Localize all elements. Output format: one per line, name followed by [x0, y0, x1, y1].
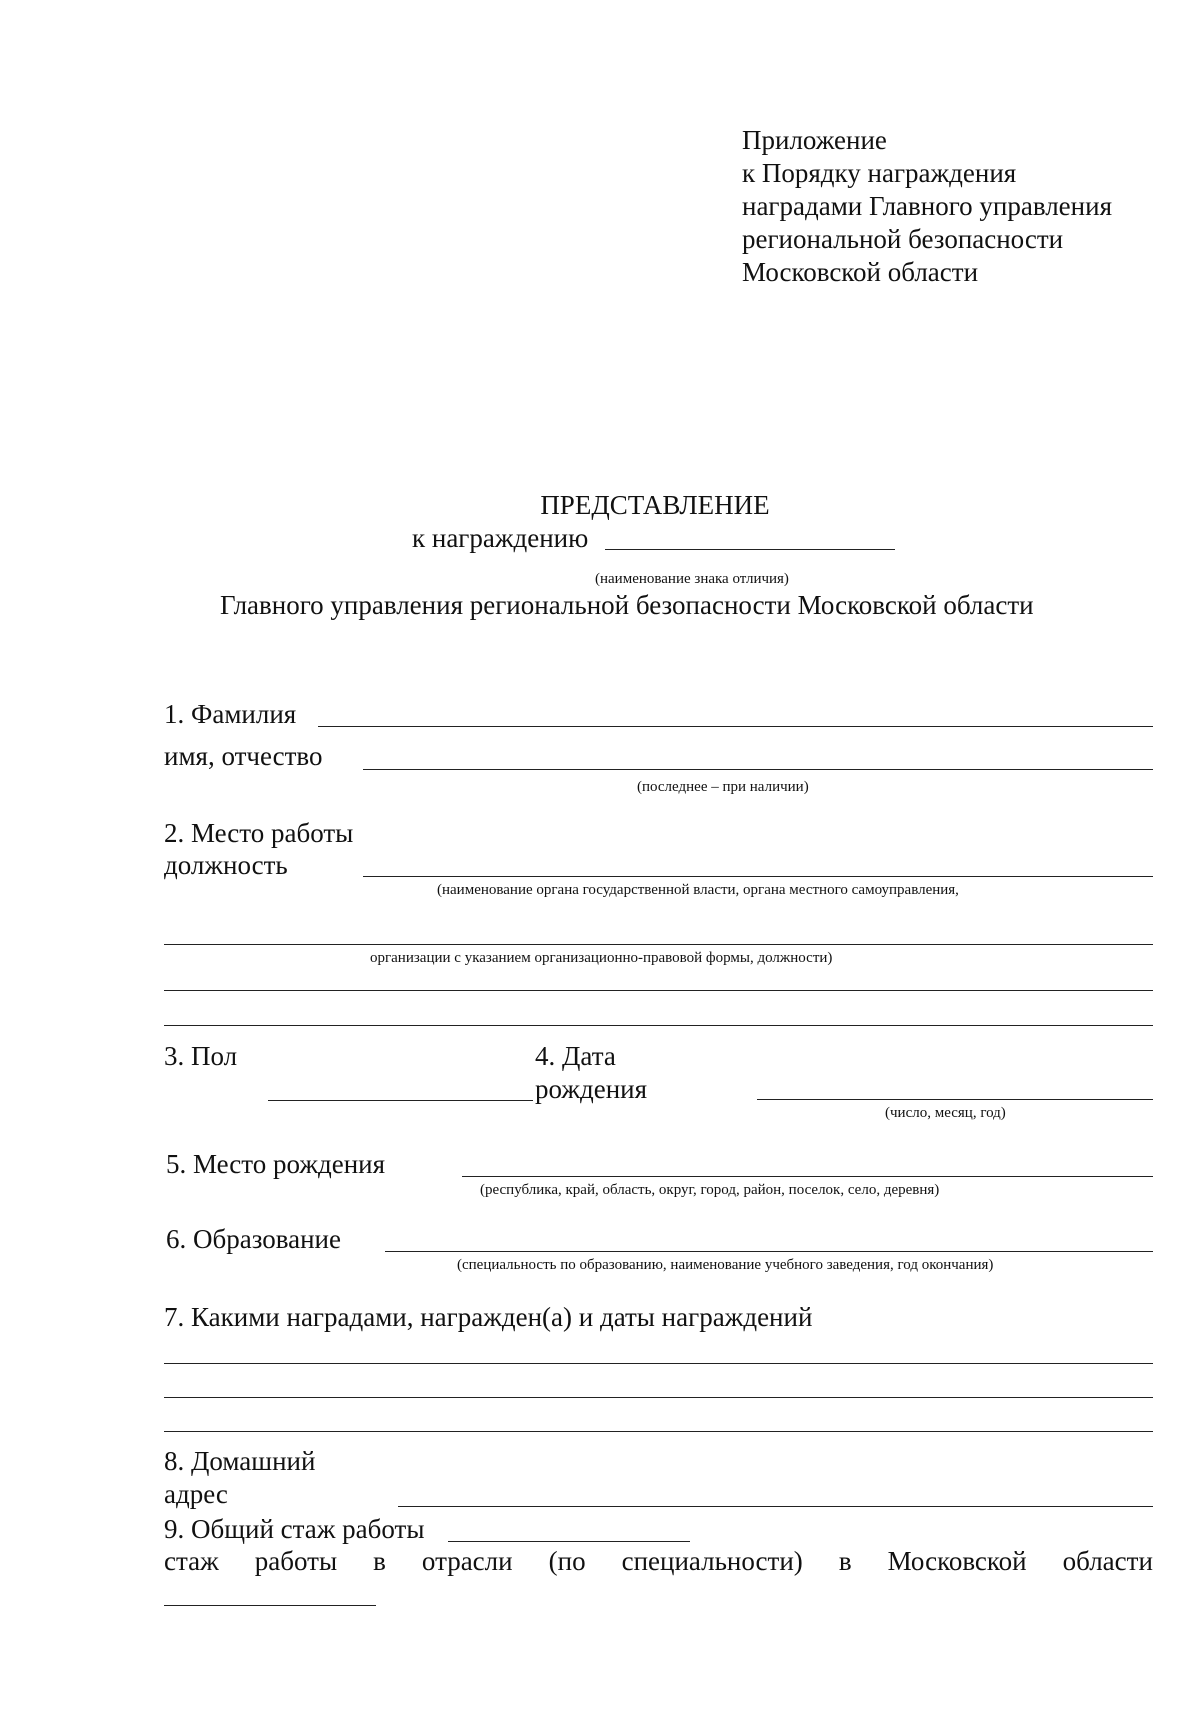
awards-label: 7. Какими наградами, награжден(а) и даты награждений: [164, 1302, 813, 1332]
word: Московской: [887, 1546, 1027, 1576]
work-hint-2: организации с указанием организационно-правовой формы, должности): [370, 950, 833, 966]
work-label: 2. Место работы: [164, 818, 354, 848]
work-field-line-3[interactable]: [164, 990, 1153, 991]
work-field-line-1[interactable]: [363, 876, 1153, 877]
name-field[interactable]: [363, 769, 1153, 770]
word: стаж: [164, 1546, 219, 1576]
award-name-field[interactable]: [605, 549, 895, 550]
industry-experience-field[interactable]: [164, 1605, 376, 1606]
industry-experience-label: [164, 1545, 1153, 1577]
birthdate-label-1: 4. Дата: [535, 1041, 616, 1071]
education-hint: (специальность по образованию, наименование учебного заведения, год окончания): [457, 1257, 994, 1273]
address-label-1: 8. Домашний: [164, 1446, 316, 1476]
appendix-line: региональной безопасности: [742, 224, 1064, 254]
work-hint-1: (наименование органа государственной власти, органа местного самоуправления,: [437, 882, 959, 898]
word: в: [838, 1546, 852, 1576]
address-label-2: адрес: [164, 1479, 228, 1509]
award-prefix: к награждению: [412, 523, 589, 553]
awards-field-line-2[interactable]: [164, 1397, 1153, 1398]
surname-field[interactable]: [318, 726, 1153, 727]
authority-line: Главного управления региональной безопасности Московской области: [220, 590, 1034, 620]
work-field-line-4[interactable]: [164, 1025, 1153, 1026]
birthplace-hint: (республика, край, область, округ, город, район, поселок, село, деревня): [480, 1182, 940, 1198]
total-experience-field[interactable]: [448, 1541, 690, 1542]
work-field-line-2[interactable]: [164, 944, 1153, 945]
appendix-line: наградами Главного управления: [742, 191, 1112, 221]
award-hint: (наименование знака отличия): [595, 571, 789, 587]
appendix-line: к Порядку награждения: [742, 158, 1017, 188]
document-title: ПРЕДСТАВЛЕНИЕ: [540, 490, 770, 520]
appendix-line: Московской области: [742, 257, 979, 287]
education-label: 6. Образование: [166, 1224, 341, 1254]
word: области: [1062, 1546, 1153, 1576]
surname-label: 1. Фамилия: [164, 699, 297, 729]
awards-field-line-3[interactable]: [164, 1431, 1153, 1432]
word: работы: [254, 1546, 338, 1576]
birthdate-label-2: рождения: [535, 1074, 648, 1104]
birthplace-label: 5. Место рождения: [166, 1149, 386, 1179]
name-label: имя, отчество: [164, 741, 323, 771]
word: отрасли: [421, 1546, 513, 1576]
word: (по: [548, 1546, 586, 1576]
education-field[interactable]: [385, 1251, 1153, 1252]
word: специальности): [621, 1546, 803, 1576]
birthplace-field[interactable]: [462, 1176, 1153, 1177]
birthdate-hint: (число, месяц, год): [885, 1105, 1006, 1121]
address-field[interactable]: [398, 1506, 1153, 1507]
appendix-header: [742, 124, 1112, 289]
word: в: [373, 1546, 386, 1576]
name-hint: (последнее – при наличии): [637, 779, 809, 795]
appendix-line: Приложение: [742, 125, 887, 155]
birthdate-field[interactable]: [757, 1099, 1153, 1100]
position-label: должность: [164, 850, 288, 880]
total-experience-label: 9. Общий стаж работы: [164, 1514, 425, 1544]
sex-label: 3. Пол: [164, 1041, 238, 1071]
awards-field-line-1[interactable]: [164, 1363, 1153, 1364]
sex-field[interactable]: [268, 1100, 533, 1101]
